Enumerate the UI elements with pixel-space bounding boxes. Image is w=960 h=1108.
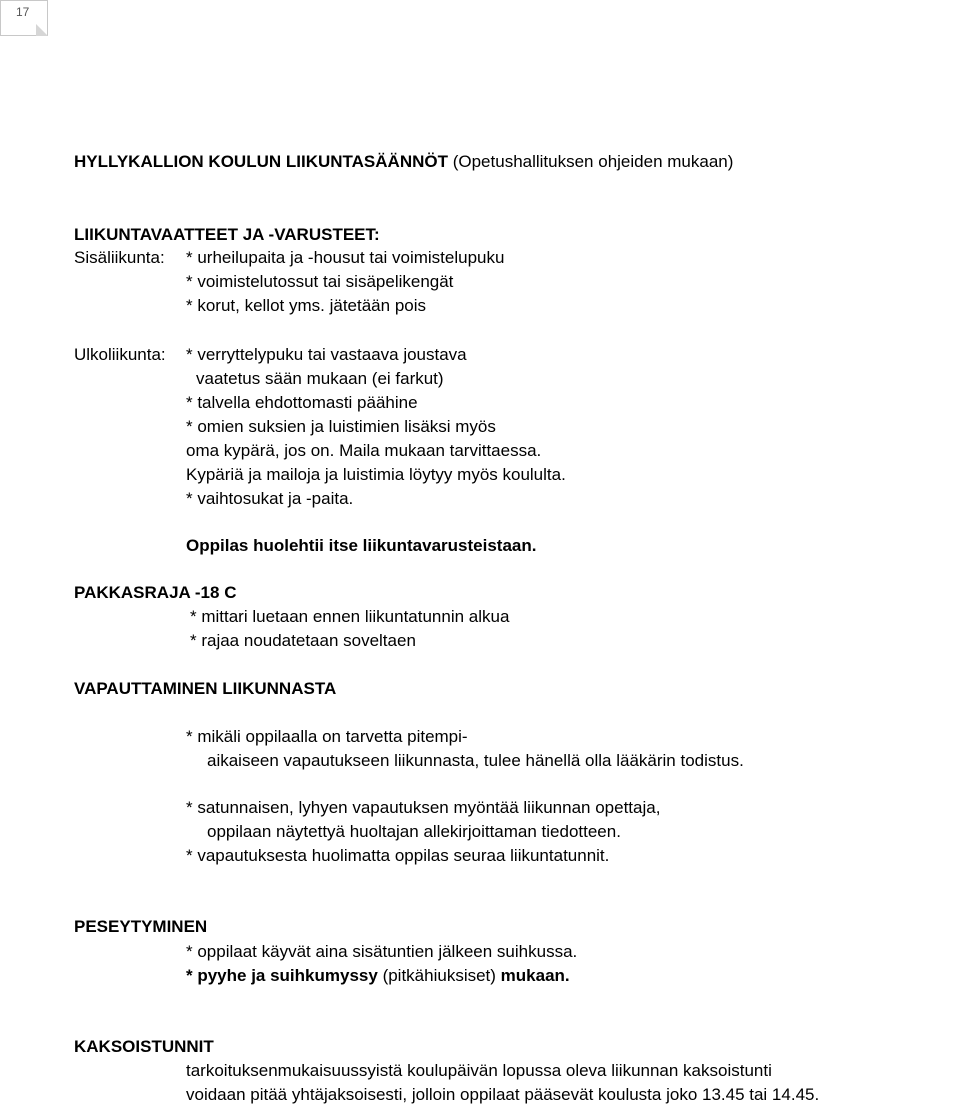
washing-heading: PESEYTYMINEN — [74, 917, 208, 936]
washing-bring: mukaan. — [500, 966, 570, 985]
washing-line: * oppilaat käyvät aina sisätuntien jälkeen suihkussa. — [186, 942, 578, 961]
page-title-subtitle: (Opetushallituksen ohjeiden mukaan) — [452, 152, 734, 171]
washing-longhair-note: (pitkähiuksiset) — [382, 966, 496, 985]
exemption-line: * vapautuksesta huolimatta oppilas seuraa liikuntatunnit. — [186, 846, 610, 865]
outdoor-line: Kypäriä ja mailoja ja luistimia löytyy myös koululta. — [186, 465, 566, 484]
exemption-heading: VAPAUTTAMINEN LIIKUNNASTA — [74, 679, 337, 698]
exemption-line: oppilaan näytettyä huoltajan allekirjoittaman tiedotteen. — [207, 822, 621, 841]
indoor-label: Sisäliikunta: — [74, 248, 165, 267]
outdoor-line: * verryttelypuku tai vastaava joustava — [186, 345, 467, 364]
outdoor-line: vaatetus sään mukaan (ei farkut) — [196, 369, 444, 388]
outdoor-line: * talvella ehdottomasti päähine — [186, 393, 418, 412]
page-number: 17 — [16, 5, 30, 19]
indoor-item: * urheilupaita ja -housut tai voimistelupuku — [186, 248, 505, 267]
indoor-item: * voimistelutossut tai sisäpelikengät — [186, 272, 454, 291]
exemption-line: * mikäli oppilaalla on tarvetta pitempi- — [186, 727, 468, 746]
equipment-note: Oppilas huolehtii itse liikuntavarusteistaan. — [186, 536, 537, 555]
equipment-heading: LIIKUNTAVAATTEET JA -VARUSTEET: — [74, 225, 380, 244]
exemption-line: * satunnaisen, lyhyen vapautuksen myöntää liikunnan opettaja, — [186, 798, 661, 817]
washing-line — [186, 966, 570, 986]
outdoor-line: * omien suksien ja luistimien lisäksi myös — [186, 417, 496, 436]
outdoor-line: oma kypärä, jos on. Maila mukaan tarvittaessa. — [186, 441, 542, 460]
washing-towel-cap: * pyyhe ja suihkumyssy — [186, 966, 378, 985]
outdoor-line: * vaihtosukat ja -paita. — [186, 489, 354, 508]
page-curl — [36, 24, 48, 36]
exemption-line: aikaiseen vapautukseen liikunnasta, tulee hänellä olla lääkärin todistus. — [207, 751, 744, 770]
page-title — [74, 152, 733, 172]
double-lessons-line: tarkoituksenmukaisuussyistä koulupäivän lopussa oleva liikunnan kaksoistunti — [186, 1061, 772, 1080]
double-lessons-line: voidaan pitää yhtäjaksoisesti, jolloin oppilaat pääsevät koulusta joko 13.45 tai 14.45. — [186, 1085, 820, 1104]
indoor-item: * korut, kellot yms. jätetään pois — [186, 296, 427, 315]
frost-heading: PAKKASRAJA -18 C — [74, 583, 237, 602]
frost-item: * mittari luetaan ennen liikuntatunnin alkua — [190, 607, 510, 626]
page-number-tab — [0, 0, 48, 36]
frost-item: * rajaa noudatetaan soveltaen — [190, 631, 416, 650]
outdoor-label: Ulkoliikunta: — [74, 345, 166, 364]
double-lessons-heading: KAKSOISTUNNIT — [74, 1037, 214, 1056]
page-title-bold: HYLLYKALLION KOULUN LIIKUNTASÄÄNNÖT — [74, 152, 448, 171]
